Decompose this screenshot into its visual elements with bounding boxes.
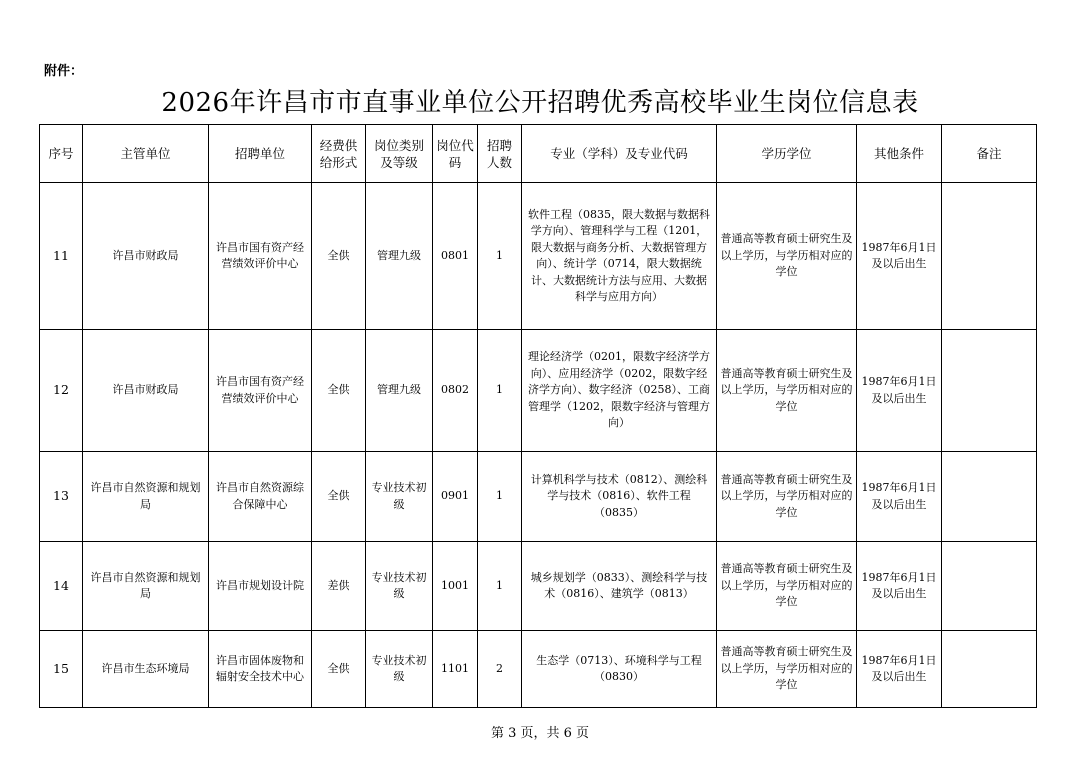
- row-index: 15: [40, 631, 83, 708]
- attachment-label: 附件：: [44, 64, 84, 79]
- row-degree: 普通高等教育硕士研究生及以上学历，与学历相对应的学位: [717, 183, 857, 330]
- row-other: 1987年6月1日及以后出生: [857, 183, 942, 330]
- row-category: 专业技术初级: [366, 542, 433, 631]
- row-funding: 全供: [312, 183, 366, 330]
- row-category: 管理九级: [366, 330, 433, 452]
- header-note: 备注: [942, 125, 1037, 183]
- row-degree: 普通高等教育硕士研究生及以上学历，与学历相对应的学位: [717, 330, 857, 452]
- row-note: [942, 542, 1037, 631]
- row-department: 许昌市财政局: [83, 183, 209, 330]
- row-funding: 差供: [312, 542, 366, 631]
- row-unit: 许昌市国有资产经营绩效评价中心: [209, 330, 312, 452]
- row-index: 11: [40, 183, 83, 330]
- row-major: 理论经济学（0201，限数字经济学方向）、应用经济学（0202，限数字经济学方向）、数字经济（0258）、工商管理学（1202，限数字经济与管理方向）: [522, 330, 717, 452]
- row-category: 专业技术初级: [366, 631, 433, 708]
- row-note: [942, 631, 1037, 708]
- row-count: 1: [478, 452, 522, 542]
- row-department: 许昌市自然资源和规划局: [83, 452, 209, 542]
- row-category: 管理九级: [366, 183, 433, 330]
- row-index: 12: [40, 330, 83, 452]
- row-degree: 普通高等教育硕士研究生及以上学历，与学历相对应的学位: [717, 631, 857, 708]
- row-code: 0901: [433, 452, 478, 542]
- row-other: 1987年6月1日及以后出生: [857, 452, 942, 542]
- row-note: [942, 330, 1037, 452]
- header-index: 序号: [40, 125, 83, 183]
- row-other: 1987年6月1日及以后出生: [857, 542, 942, 631]
- header-unit: 招聘单位: [209, 125, 312, 183]
- row-department: 许昌市生态环境局: [83, 631, 209, 708]
- header-department: 主管单位: [83, 125, 209, 183]
- positions-table: [39, 124, 1037, 708]
- row-count: 1: [478, 330, 522, 452]
- row-code: 1101: [433, 631, 478, 708]
- row-unit: 许昌市规划设计院: [209, 542, 312, 631]
- row-department: 许昌市财政局: [83, 330, 209, 452]
- header-category: 岗位类别及等级: [366, 125, 433, 183]
- row-code: 1001: [433, 542, 478, 631]
- row-count: 1: [478, 183, 522, 330]
- row-degree: 普通高等教育硕士研究生及以上学历，与学历相对应的学位: [717, 542, 857, 631]
- row-count: 2: [478, 631, 522, 708]
- table-row: [40, 631, 1037, 708]
- header-degree: 学历学位: [717, 125, 857, 183]
- row-degree: 普通高等教育硕士研究生及以上学历，与学历相对应的学位: [717, 452, 857, 542]
- row-major: 城乡规划学（0833）、测绘科学与技术（0816）、建筑学（0813）: [522, 542, 717, 631]
- header-other: 其他条件: [857, 125, 942, 183]
- row-note: [942, 452, 1037, 542]
- row-major: 生态学（0713）、环境科学与工程（0830）: [522, 631, 717, 708]
- row-code: 0802: [433, 330, 478, 452]
- row-major: 软件工程（0835，限大数据与数据科学方向）、管理科学与工程（1201，限大数据与商务分析、大数据管理方向）、统计学（0714，限大数据统计、大数据统计方法与应用、大数据科学与应用方向）: [522, 183, 717, 330]
- header-code: 岗位代码: [433, 125, 478, 183]
- row-major: 计算机科学与技术（0812）、测绘科学与技术（0816）、软件工程（0835）: [522, 452, 717, 542]
- header-funding: 经费供给形式: [312, 125, 366, 183]
- page-title: 2026年许昌市市直事业单位公开招聘优秀高校毕业生岗位信息表: [161, 88, 919, 118]
- row-code: 0801: [433, 183, 478, 330]
- row-index: 14: [40, 542, 83, 631]
- table-row: [40, 330, 1037, 452]
- row-unit: 许昌市自然资源综合保障中心: [209, 452, 312, 542]
- row-note: [942, 183, 1037, 330]
- row-funding: 全供: [312, 631, 366, 708]
- page-number: 第 3 页，共 6 页: [490, 726, 590, 741]
- table-row: [40, 183, 1037, 330]
- row-category: 专业技术初级: [366, 452, 433, 542]
- row-index: 13: [40, 452, 83, 542]
- row-unit: 许昌市固体废物和辐射安全技术中心: [209, 631, 312, 708]
- header-major: 专业（学科）及专业代码: [522, 125, 717, 183]
- row-funding: 全供: [312, 330, 366, 452]
- row-funding: 全供: [312, 452, 366, 542]
- row-count: 1: [478, 542, 522, 631]
- header-count: 招聘人数: [478, 125, 522, 183]
- table-row: [40, 542, 1037, 631]
- row-other: 1987年6月1日及以后出生: [857, 330, 942, 452]
- table-row: [40, 452, 1037, 542]
- row-unit: 许昌市国有资产经营绩效评价中心: [209, 183, 312, 330]
- header-row: [40, 125, 1037, 183]
- row-other: 1987年6月1日及以后出生: [857, 631, 942, 708]
- row-department: 许昌市自然资源和规划局: [83, 542, 209, 631]
